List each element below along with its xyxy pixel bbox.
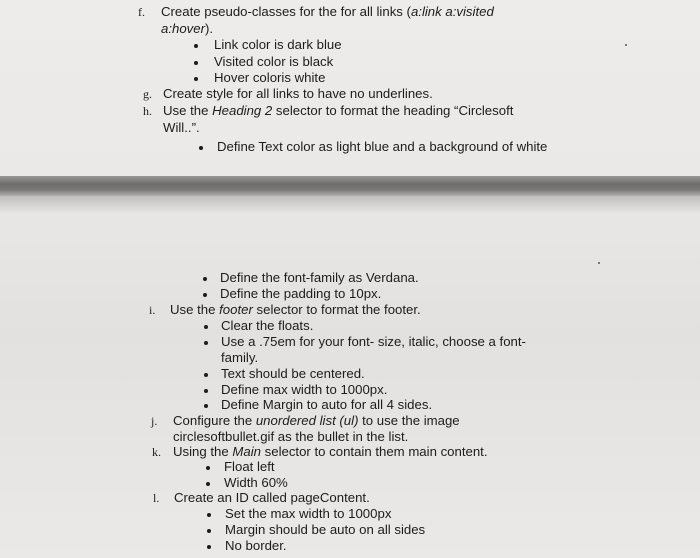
item-i-bullet-4: Define max width to 1000px. — [221, 382, 388, 397]
item-l-bullet-1: Set the max width to 1000px — [225, 506, 392, 521]
item-f-line-1: Create pseudo-classes for the for all links (a:link a:visited — [161, 4, 494, 19]
item-f-bullet-1: Link color is dark blue — [214, 37, 342, 52]
bullet-icon — [194, 44, 198, 48]
item-l-bullet-2: Margin should be auto on all sides — [225, 522, 426, 537]
item-marker-l: l. — [153, 491, 160, 505]
item-k-bullet-2: Width 60% — [224, 475, 288, 490]
item-f-bullet-3: Hover coloris white — [214, 70, 326, 85]
item-g-text: Create style for all links to have no underlines. — [163, 86, 433, 101]
bullet-icon — [199, 146, 203, 150]
bullet-icon — [207, 513, 211, 517]
item-i-bullet-1: Clear the floats. — [221, 318, 314, 333]
bullet-icon — [194, 61, 198, 65]
item-l-bullet-3: No border. — [225, 538, 287, 553]
item-marker-i: i. — [149, 303, 156, 317]
item-h-bullet-1: Define Text color as light blue and a background of white — [217, 139, 548, 154]
item-i-text: Use the footer selector to format the footer. — [170, 302, 421, 317]
item-l-text: Create an ID called pageContent. — [174, 490, 370, 505]
paper-speck — [598, 262, 600, 264]
paper-speck — [625, 44, 627, 46]
item-j-line-1: Configure the unordered list (ul) to use the image — [173, 413, 460, 428]
item-k-bullet-1: Float left — [224, 459, 275, 474]
item-marker-g: g. — [143, 87, 152, 101]
item-i-bullet-2-cont: family. — [221, 350, 259, 365]
bullet-icon — [204, 389, 208, 393]
item-k-text: Using the Main selector to contain them main content. — [173, 444, 488, 459]
bullet-icon — [204, 341, 208, 345]
item-i-bullet-5: Define Margin to auto for all 4 sides. — [221, 397, 433, 412]
item-h-line-1: Use the Heading 2 selector to format the heading “Circlesoft — [163, 103, 514, 118]
bullet-icon — [204, 404, 208, 408]
bullet-icon — [206, 466, 210, 470]
bullet-icon — [204, 373, 208, 377]
item-marker-j: j. — [151, 414, 158, 428]
item-marker-f: f. — [138, 5, 145, 19]
page-fold-divider — [0, 176, 700, 196]
bullet-icon — [207, 529, 211, 533]
bullet-icon — [203, 293, 207, 297]
bullet-icon — [203, 277, 207, 281]
page-fold-shadow — [0, 196, 700, 214]
bullet-icon — [194, 77, 198, 81]
item-j-line-2: circlesoftbullet.gif as the bullet in the list. — [173, 429, 409, 444]
item-marker-h: h. — [143, 104, 152, 118]
item-i-bullet-2: Use a .75em for your font- size, italic, choose a font- — [221, 334, 526, 349]
bullet-icon — [206, 482, 210, 486]
item-f-line-2: a:hover). — [161, 21, 214, 36]
item-h-bullet-2: Define the font-family as Verdana. — [220, 270, 419, 285]
item-f-bullet-2: Visited color is black — [214, 54, 334, 69]
item-marker-k: k. — [152, 445, 161, 459]
bullet-icon — [204, 325, 208, 329]
item-h-bullet-3: Define the padding to 10px. — [220, 286, 382, 301]
bullet-icon — [207, 545, 211, 549]
item-i-bullet-3: Text should be centered. — [221, 366, 365, 381]
item-h-line-2: Will..”. — [163, 120, 200, 135]
